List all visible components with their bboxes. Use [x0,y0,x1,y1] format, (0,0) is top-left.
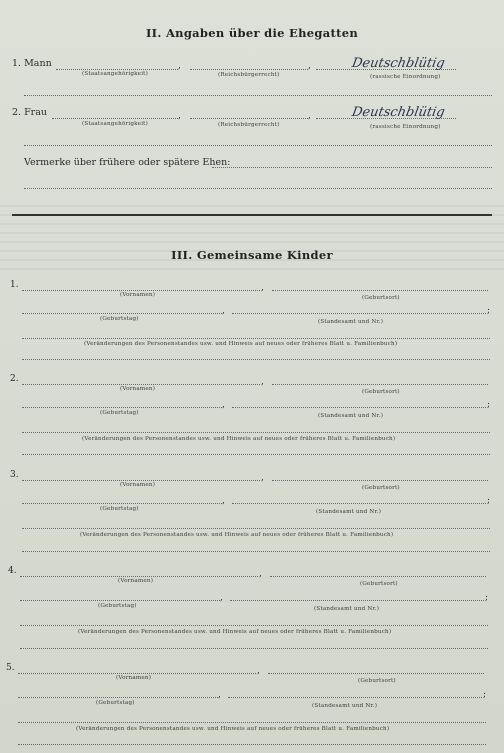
child-number: 4. [8,566,17,576]
cap-vornamen: (Vornamen) [120,482,156,488]
child-number: 1. [10,280,19,290]
cap-geburtstag: (Geburtstag) [100,410,139,416]
mann-staatsangehoerigkeit-line [56,69,178,70]
mann-stamp: Deutschblütig [350,56,446,71]
child-number: 2. [10,374,19,384]
section-2-title: II. Angaben über die Ehegatten [145,26,358,40]
frau-extra-line [24,145,492,146]
mann-extra-line [24,95,492,96]
cap-vornamen: (Vornamen) [118,578,154,584]
mann-label: 1. Mann [12,58,52,69]
cap-standesamt: (Standesamt und Nr.) [314,606,380,612]
child-number: 3. [10,470,19,480]
cap-standesamt: (Standesamt und Nr.) [318,413,384,419]
child-number: 5. [6,663,15,673]
cap-veraenderungen: (Veränderungen des Personenstandes usw. und Hinweis auf neues oder früheres Blatt u. Familienbuch) [84,341,398,347]
mann-cap-staat: (Staatsangehörigkeit) [82,71,149,77]
cap-geburtsort: (Geburtsort) [362,485,400,491]
vermerke-label: Vermerke über frühere oder spätere Ehen: [24,157,231,168]
frau-staatsangehoerigkeit-line [52,118,178,119]
cap-standesamt: (Standesamt und Nr.) [316,509,382,515]
cap-geburtstag: (Geburtstag) [98,603,137,609]
form-page: II. Angaben über die Ehegatten 1. Mann , , Deutschblütig (Staatsangehörigkeit) (Reichsbürgerrecht) (rassische Einordnung) 2. Frau , , Deutschblütig (Staatsangehörigkeit) (Reichsbürgerrecht) (rassische Einordnung) Vermerke über frühere oder spätere Ehen: III. Gemeinsame Kinder 1. , (Vornamen) (Geburtsort) , ; (Geburtstag) (Standesamt und Nr.) (Veränderungen des Personenstandes usw. und Hinweis auf neues oder früheres Blatt u. Familienbuch) 2. , (Vornamen) (Geburtsort) , ; (Geburtstag) (Standesamt und Nr.) (Veränderungen des Personenstandes usw. und Hinweis auf neues oder früheres Blatt u. Familienbuch) 3. , (Vornamen) (Geburtsort) , ; (Geburtstag) (Standesamt und Nr.) (Veränderungen des Personenstandes usw. und Hinweis auf neues oder früheres Blatt u. Familienbuch) 4. , (Vornamen) (Geburtsort) , ; (Geburtstag) (Standesamt und Nr.) (Veränderungen des Personenstandes usw. und Hinweis auf neues oder früheres Blatt u. Familienbuch) 5. , (Vornamen) (Geburtsort) , ; (Geburtstag) (Standesamt und Nr.) (Veränderungen des Personenstandes usw. und Hinweis auf neues oder früheres Blatt u. Familienbuch) [0,0,504,753]
frau-label: 2. Frau [12,107,47,118]
cap-veraenderungen: (Veränderungen des Personenstandes usw. und Hinweis auf neues oder früheres Blatt u. Familienbuch) [76,726,390,732]
cap-geburtsort: (Geburtsort) [358,678,396,684]
cap-veraenderungen: (Veränderungen des Personenstandes usw. und Hinweis auf neues oder früheres Blatt u. Familienbuch) [78,629,392,635]
frau-cap-staat: (Staatsangehörigkeit) [82,121,149,127]
cap-standesamt: (Standesamt und Nr.) [312,703,378,709]
mann-cap-reich: (Reichsbürgerrecht) [218,72,280,78]
frau-reichsbuergerrecht-line [190,118,308,119]
cap-geburtsort: (Geburtsort) [362,295,400,301]
cap-geburtstag: (Geburtstag) [96,700,135,706]
cap-standesamt: (Standesamt und Nr.) [318,319,384,325]
cap-geburtstag: (Geburtstag) [100,506,139,512]
vermerke-line-1 [212,167,492,168]
frau-stamp: Deutschblütig [350,105,446,120]
cap-geburtsort: (Geburtsort) [360,581,398,587]
cap-veraenderungen: (Veränderungen des Personenstandes usw. und Hinweis auf neues oder früheres Blatt u. Familienbuch) [80,532,394,538]
vermerke-line-2 [24,188,492,189]
cap-geburtstag: (Geburtstag) [100,316,139,322]
cap-geburtsort: (Geburtsort) [362,389,400,395]
mann-cap-rasse: (rassische Einordnung) [370,74,441,80]
frau-cap-rasse: (rassische Einordnung) [370,124,441,130]
mann-reichsbuergerrecht-line [190,69,308,70]
cap-veraenderungen: (Veränderungen des Personenstandes usw. und Hinweis auf neues oder früheres Blatt u. Familienbuch) [82,436,396,442]
section-3-title: III. Gemeinsame Kinder [171,248,333,262]
cap-vornamen: (Vornamen) [116,675,152,681]
cap-vornamen: (Vornamen) [120,386,156,392]
frau-cap-reich: (Reichsbürgerrecht) [218,122,280,128]
cap-vornamen: (Vornamen) [120,292,156,298]
section-divider [12,214,492,216]
